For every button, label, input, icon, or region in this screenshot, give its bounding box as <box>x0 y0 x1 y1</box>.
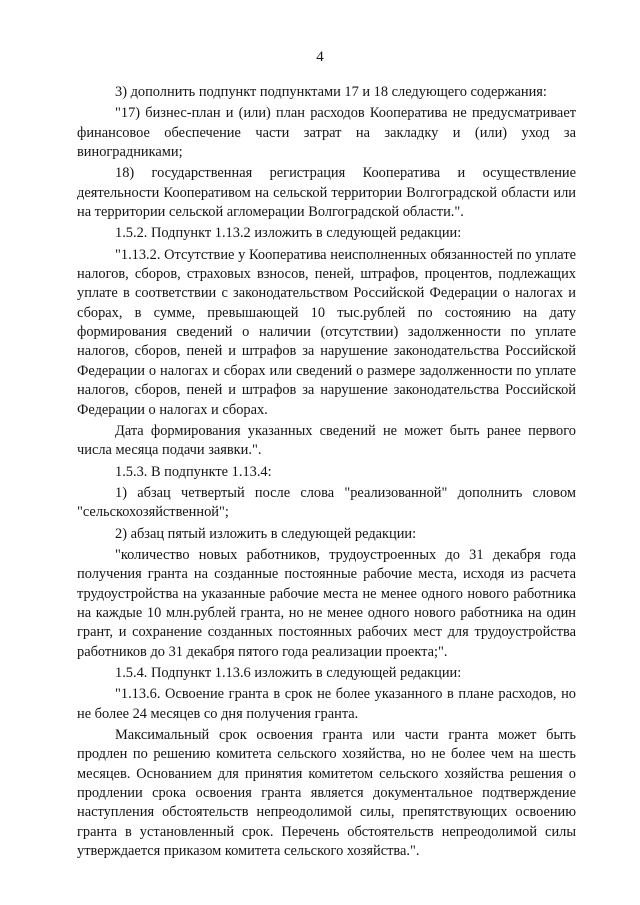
paragraph: 3) дополнить подпункт подпунктами 17 и 18 следующего содержания: <box>115 84 547 100</box>
paragraph: 1.5.4. Подпункт 1.13.6 изложить в следующей редакции: <box>115 664 462 681</box>
paragraph: "17) бизнес-план и (или) план расходов Кооператива не предусматривает финансовое обеспечение части затрат на закладку и (или) уход за виноградниками; <box>77 105 576 161</box>
document-body <box>77 83 576 861</box>
paragraph: 2) абзац пятый изложить в следующей редакции: <box>115 525 417 542</box>
page-number: 4 <box>316 49 324 65</box>
paragraph: 1.5.2. Подпункт 1.13.2 изложить в следующей редакции: <box>115 225 462 242</box>
paragraph: Максимальный срок освоения гранта или части гранта может быть продлен по решению комитета сельского хозяйства, но не более чем на шесть месяцев. Основанием для принятия комитетом сельского хозяйства решения о продлении срока освоения гранта является документальное подтверждение наступления обстоятельств непреодолимой силы, препятствующих освоению гранта в установленный срок. Перечень обстоятельств непреодолимой силы утверждается приказом комитета сельского хозяйства.". <box>77 727 576 860</box>
paragraph: 1.5.3. В подпункте 1.13.4: <box>115 463 272 480</box>
paragraph: "количество новых работников, трудоустроенных до 31 декабря года получения гранта на созданные постоянные рабочие места, исходя из расчета трудоустройства на указанные рабочие места не менее одного нового работника на каждые 10 млн.рублей гранта, но не менее одного нового работника на один грант, и сохранение созданных постоянных рабочих мест для трудоустройства работников до 31 декабря пятого года реализации проекта;". <box>77 546 576 660</box>
paragraph: Дата формирования указанных сведений не может быть ранее первого числа месяца подачи заявки.". <box>77 422 576 459</box>
paragraph: 1) абзац четвертый после слова "реализованной" дополнить словом "сельскохозяйственной"; <box>77 484 576 521</box>
paragraph: "1.13.2. Отсутствие у Кооператива неисполненных обязанностей по уплате налогов, сборов, страховых взносов, пеней, штрафов, процентов, подлежащих уплате в соответствии с законодательством Российской Федерации о налогах и сборах, в сумме, превышающей 10 тыс.рублей по состоянию на дату формирования сведений о наличии (отсутствии) задолженности по уплате налогов, сборов, пеней и штрафов за нарушение законодательства Российской Федерации о налогах и сборах или сведений о размере задолженности по уплате налогов, сборов, пеней и штрафов за нарушение законодательства Российской Федерации о налогах и сборах. <box>77 246 576 418</box>
paragraph: "1.13.6. Освоение гранта в срок не более указанного в плане расходов, но не более 24 месяцев со дня получения гранта. <box>77 686 576 722</box>
paragraph: 18) государственная регистрация Кооператива и осуществление деятельности Кооперативом на сельской территории Волгоградской области или на территории сельской агломерации Волгоградской области.". <box>77 165 576 221</box>
